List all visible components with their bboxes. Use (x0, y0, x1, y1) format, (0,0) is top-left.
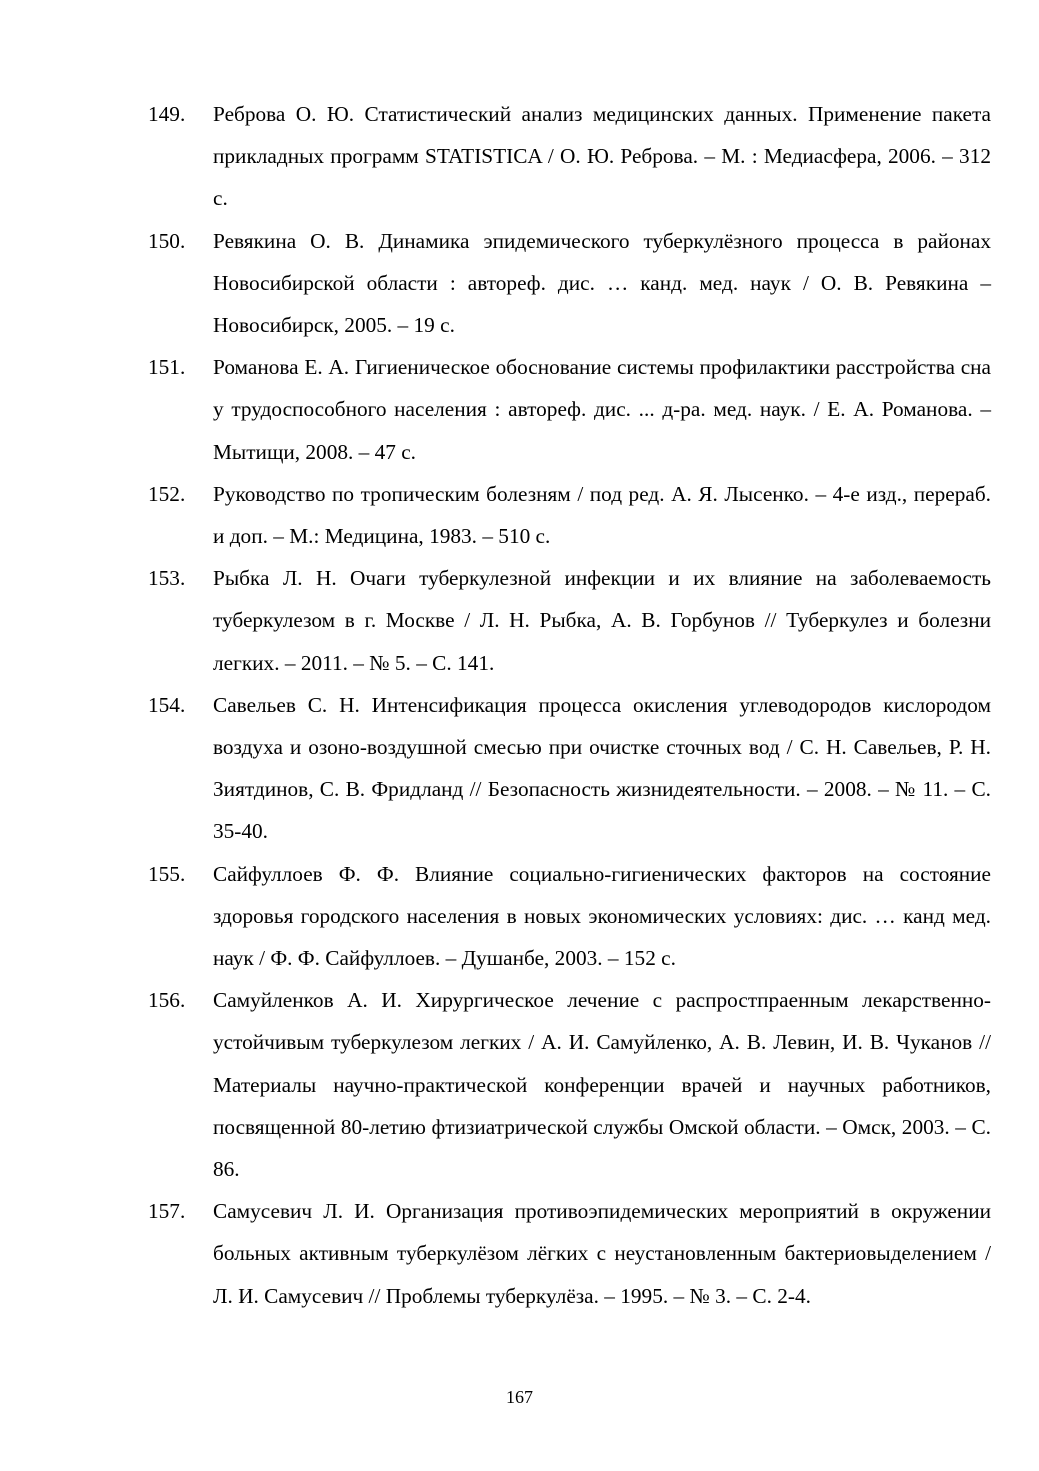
reference-text: Реброва О. Ю. Статистический анализ медицинских данных. Применение пакета прикладных программ STATISTICA / О. Ю. Реброва. – М. : Медиасфера, 2006. – 312 с. (213, 102, 991, 211)
reference-item (148, 1190, 991, 1317)
reference-text: Самусевич Л. И. Организация противоэпидемических мероприятий в окружении больных активным туберкулёзом лёгких с неустановленным бактериовыделением / Л. И. Самусевич // Проблемы туберкулёза. – 1995. – № 3. – С. 2-4. (213, 1199, 991, 1308)
reference-text: Романова Е. А. Гигиеническое обоснование системы профилактики расстройства сна у трудоспособного населения : автореф. дис. ... д-ра. мед. наук. / Е. А. Романова. – Мытищи, 2008. – 47 с. (213, 355, 991, 464)
reference-number: 156. (148, 988, 186, 1013)
reference-number: 152. (148, 481, 186, 506)
reference-item (148, 346, 991, 473)
reference-item (148, 557, 991, 684)
reference-number: 149. (148, 102, 186, 126)
reference-item (148, 979, 991, 1190)
reference-item (148, 473, 991, 557)
reference-text: Рыбка Л. Н. Очаги туберкулезной инфекции и их влияние на заболеваемость туберкулезом в г. Москве / Л. Н. Рыбка, А. В. Горбунов // Туберкулез и болезни легких. – 2011. – № 5. – С. 141. (213, 566, 991, 675)
reference-list (148, 93, 991, 1317)
reference-text: Сайфуллоев Ф. Ф. Влияние социально-гигиенических факторов на состояние здоровья городского населения в новых экономических условиях: дис. … канд мед. наук / Ф. Ф. Сайфуллоев. – Душанбе, 2003. – 152 с. (213, 861, 991, 971)
reference-item (148, 684, 991, 853)
reference-item (148, 93, 991, 220)
page-number: 167 (506, 1387, 533, 1407)
reference-number: 157. (148, 1199, 186, 1224)
reference-text: Руководство по тропическим болезням / под ред. А. Я. Лысенко. – 4-е изд., перераб. и доп. – М.: Медицина, 1983. – 510 с. (213, 481, 991, 549)
reference-text: Самуйленков А. И. Хирургическое лечение с распростпраенным лекарственно-устойчивым туберкулезом легких / А. И. Самуйленко, А. В. Левин, И. В. Чуканов // Материалы научно-практической конференции врачей и научных работников, посвященной 80-летию фтизиатрической службы Омской области. – Омск, 2003. – С. 86. (213, 988, 991, 1182)
reference-text: Савельев С. Н. Интенсификация процесса окисления углеводородов кислородом воздуха и озоно-воздушной смесью при очистке сточных вод / С. Н. Савельев, Р. Н. Зиятдинов, С. В. Фридланд // Безопасность жизнидеятельности. – 2008. – № 11. – С. 35-40. (213, 692, 991, 844)
reference-item (148, 220, 991, 347)
reference-number: 154. (148, 692, 186, 717)
reference-number: 150. (148, 228, 186, 253)
reference-number: 153. (148, 566, 186, 591)
reference-item (148, 853, 991, 980)
reference-number: 155. (148, 861, 186, 886)
reference-number: 151. (148, 355, 186, 380)
reference-text: Ревякина О. В. Динамика эпидемического туберкулёзного процесса в районах Новосибирской области : автореф. дис. … канд. мед. наук / О. В. Ревякина – Новосибирск, 2005. – 19 с. (213, 228, 991, 338)
